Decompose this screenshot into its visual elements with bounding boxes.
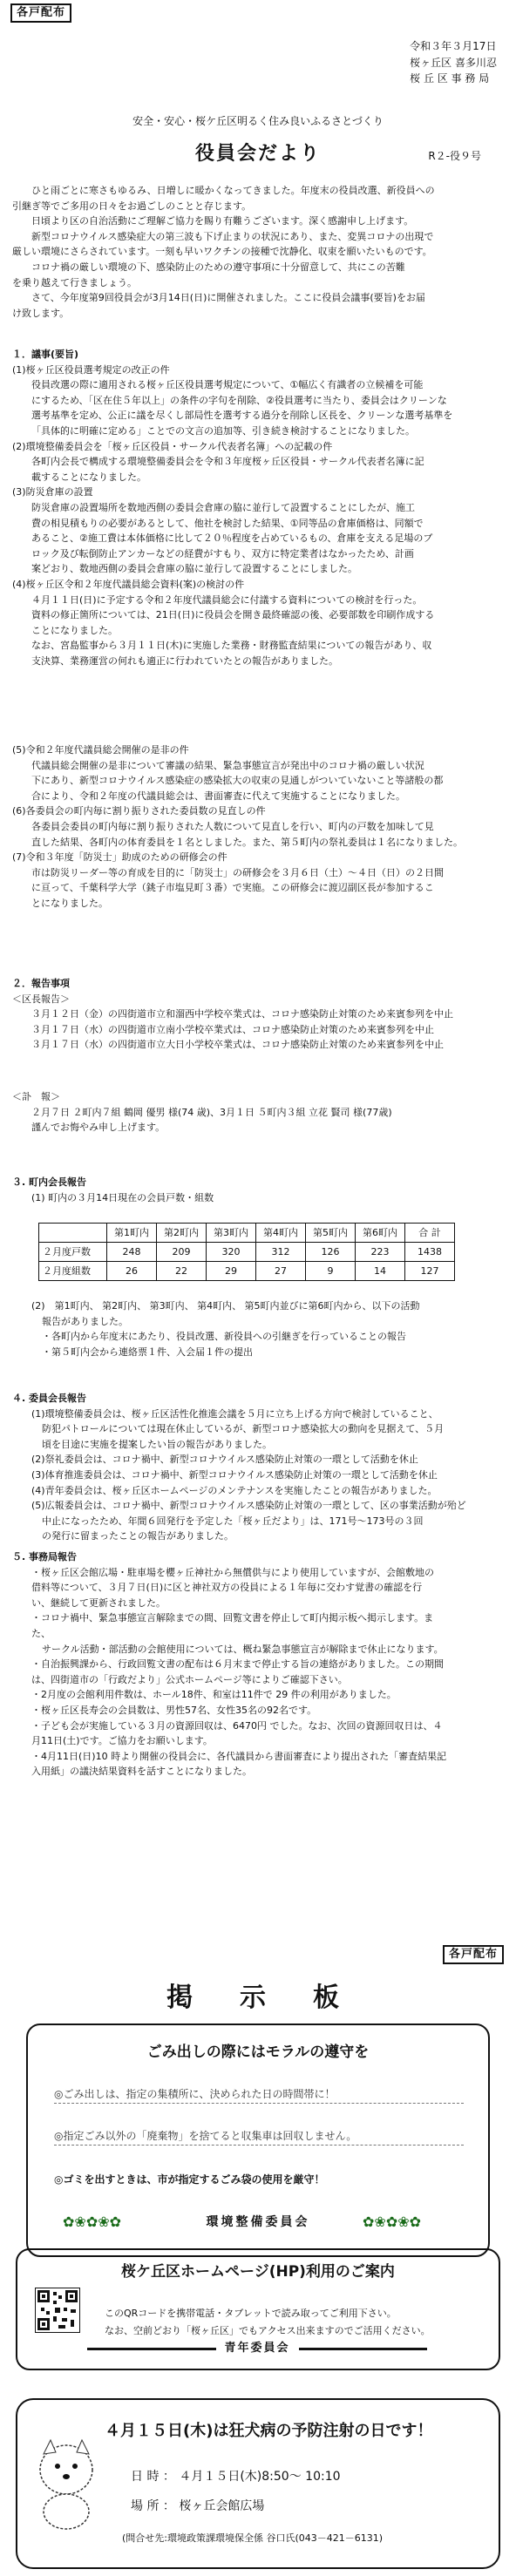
- table-header-cell: 第5町内: [306, 1224, 356, 1243]
- page-title: 役員会だより: [194, 143, 321, 165]
- card-line: なお、空前どおり「桜ヶ丘区」でもアクセス出来ますのでご活用ください。: [105, 2325, 431, 2336]
- section-obituary: [12, 1089, 506, 1135]
- agenda-body: 費の相見積もりの必要があるとして、他社を検討した結果、①同等品の倉庫価格は、同額で: [31, 517, 424, 529]
- report-line: 入用紙」の議決結果資料を話すことになりました。: [31, 1766, 252, 1778]
- agenda-body: 市は防災リーダー等の育成を目的に「防災士」の研修会を３月６日（土）～４日（日）の２日間: [31, 866, 444, 878]
- table-cell: 22: [157, 1262, 207, 1281]
- report-line: (3)体育推進委員会は、コロナ禍中、新型コロナウイルス感染防止対策の一環として活動を休止: [31, 1468, 438, 1481]
- section-agenda-cont: [12, 742, 506, 912]
- table-row: [39, 1243, 455, 1262]
- intro-line: ひと雨ごとに寒さもゆるみ、日増しに暖かくなってきました。年度末の役員改選、新役員への: [31, 185, 435, 196]
- table-header-cell: [39, 1224, 107, 1243]
- section-office-reports: [12, 1549, 506, 1779]
- report-line: ３月１２日（金）の四街道市立和溜西中学校卒業式は、コロナ感染防止対策のため来賓参列を中止: [31, 1008, 453, 1020]
- section-heading: １．議事(要旨): [12, 349, 79, 360]
- report-line: ・桜ヶ丘区会館広場・駐車場を櫻ヶ丘神社から無償供与により使用していますが、会館敷地の: [31, 1566, 434, 1578]
- agenda-body: ロック及び転倒防止アンカーなどの経費がすもり、双方に特定業者はなかったため、計画: [31, 547, 414, 559]
- report-line: 中止になったため、年間６回発行を予定した「桜ヶ丘だより」は、171号～173号の３回: [42, 1515, 424, 1527]
- divider: [87, 2348, 216, 2350]
- agenda-body: 下にあり、新型コロナウイルス感染症の感染拡大の収束の見通しがついていないこと等諸般の都: [31, 775, 444, 787]
- report-line: た、: [31, 1627, 51, 1639]
- card-footer: 青年委員会: [224, 2341, 290, 2355]
- section-reports: [12, 976, 506, 1053]
- report-line: の発行に留まったことの報告がありました。: [42, 1530, 234, 1542]
- intro-line: 引継ぎ等でご多用の日々をお過ごしのことと存じます。: [12, 200, 252, 212]
- intro-line: け致します。: [12, 307, 70, 319]
- agenda-title: (1)桜ヶ丘区役員選考規定の改正の件: [12, 363, 170, 376]
- issuer-office: 桜 丘 区 事 務 局: [410, 72, 490, 85]
- agenda-body: 防災倉庫の設置場所を数地西側の委員会倉庫の脇に並行して設置することにしたが、施工: [31, 501, 415, 513]
- event-place: 場 所 ： 桜ヶ丘会館広場: [131, 2499, 265, 2513]
- intro-line: を乗り越えて行きましょう。: [12, 276, 137, 288]
- section-heading: ３. 町内会長報告: [12, 1176, 87, 1188]
- notice-line: ◎指定ごみ以外の「廃棄物」を捨てると収集車は回収しません。: [54, 2128, 464, 2146]
- intro-line: 新型コロナウイルス感染症大の第三波も下げ止まりの状況にあり、また、変異コロナの出現で: [31, 230, 434, 242]
- card-line: このQRコードを携帯電話・タブレットで読み取ってご利用下さい。: [105, 2308, 397, 2319]
- table-caption: (1) 町内の３月14日現在の会員戸数・組数: [31, 1191, 214, 1203]
- report-line: ・各町内から年度末にあたり、役員改選、新役員への引継ぎを行っていることの報告: [42, 1331, 406, 1343]
- report-line: ・コロナ禍中、緊急事態宣言解除までの間、回覧文書を停止して町内掲示板へ掲示します。ま: [31, 1612, 434, 1624]
- flower-decoration-icon: ✿❀✿❀✿: [363, 2213, 422, 2230]
- intro-line: さて、今年度第9回役員会が3月14日(日)に開催されました。ここに役員会議事(要旨)をお届: [31, 292, 425, 304]
- intro-text: [12, 183, 506, 321]
- report-line: ３月１７日（水）の四街道市立南小学校卒業式は、コロナ感染防止対策のため来賓参列を中止: [31, 1023, 434, 1035]
- table-cell: 126: [306, 1243, 356, 1262]
- notice-line: ◎ゴミを出すときは、市が指定するごみ袋の使用を厳守！: [54, 2173, 325, 2186]
- card-title: 桜ケ丘区ホームページ(HP)利用のご案内: [121, 2263, 395, 2281]
- agenda-body: 選考基準を定め、公正に議を尽くし部局性を選考する過分を削除し区長を、クリーンな選考基準を: [31, 410, 453, 422]
- section-town-reports: [12, 1175, 506, 1205]
- agenda-title: (2)環境整備委員会を「桜ヶ丘区役員・サークル代表者名簿」への記載の件: [12, 440, 333, 452]
- table-cell: 27: [256, 1262, 306, 1281]
- table-header-cell: 第3町内: [207, 1224, 256, 1243]
- distribution-stamp-bottom: 各戸配布: [443, 1945, 504, 1964]
- notice-line: ◎ごみ出しは、指定の集積所に、決められた日の時間帯に！: [54, 2086, 464, 2104]
- agenda-body: に亘って、千葉科学大学（銚子市塩見町３番）で実施。この研修会に渡辺副区長が参加するこ: [31, 882, 434, 894]
- agenda-title: (4)桜ヶ丘区令和２年度代議員総会資料(案)の検討の件: [12, 578, 245, 590]
- youth-committee-band: [87, 2338, 427, 2359]
- report-line: (2)祭礼委員会は、コロナ禍中、新型コロナウイルス感染防止対策の一環として活動を休止: [31, 1454, 418, 1466]
- agenda-body: なお、宮島監事から３月１１日(木)に実施した業務・財務監査結果についての報告があり、収: [31, 640, 432, 652]
- section-heading: ２．報告事項: [12, 978, 70, 989]
- table-header-row: [39, 1224, 455, 1243]
- report-line: 頃を目途に実施を提案したい旨の報告がありました。: [42, 1438, 272, 1450]
- table-cell: 248: [107, 1243, 157, 1262]
- rabies-notice-card: [16, 2398, 500, 2569]
- report-line: ３月１７日（水）の四街道市立大日小学校卒業式は、コロナ感染防止対策のため来賓参列を中止: [31, 1039, 444, 1051]
- agenda-title: (6)各委員会の町内毎に割り振りされた委員数の見直しの件: [12, 805, 266, 817]
- table-cell: 320: [207, 1243, 256, 1262]
- report-subheading: ＜区長報告＞: [12, 993, 70, 1005]
- agenda-body: 案どおり、数地西側の委員会倉庫の脇に並行して設置することにしました。: [31, 563, 357, 575]
- report-line: ・自治振興課から、行政回覧文書の配布は６月末まで停止する旨の連絡がありました。この期間: [31, 1658, 444, 1671]
- qr-code-icon[interactable]: [35, 2288, 80, 2333]
- report-line: は、四街道市の「行政だより」公式ホームページ等によりご確認下さい。: [31, 1673, 348, 1685]
- intro-line: 厳しい環境にさらされています。一刻も早いワクチンの接種で沈静化、収束を願いたいものです。: [12, 246, 432, 258]
- table-row: [39, 1262, 455, 1281]
- section-agenda: [12, 347, 506, 668]
- agenda-body: 支決算、業務運営の何れも適正に行われていたとの報告がありました。: [31, 654, 338, 667]
- table-header-cell: 第2町内: [157, 1224, 207, 1243]
- table-cell: 14: [356, 1262, 405, 1281]
- issuer-block: [410, 38, 497, 87]
- card-title: ４月１５日(木)は狂犬病の予防注射の日です！: [105, 2422, 433, 2440]
- flower-decoration-icon: ✿❀✿❀✿: [63, 2213, 122, 2230]
- card-title: ごみ出しの際にはモラルの遵守を: [146, 2044, 370, 2061]
- section-committee-reports: [12, 1391, 506, 1544]
- table-cell: 26: [107, 1262, 157, 1281]
- issue-number: R２-役９号: [428, 150, 481, 162]
- report-line: (1)環境整備委員会は、桜ヶ丘区活性化推進会議を５月に立ち上げる方向で検討していること、: [31, 1407, 438, 1420]
- table-header-cell: 第4町内: [256, 1224, 306, 1243]
- issuer-name: 桜ヶ丘区 喜多川忍: [410, 56, 497, 69]
- issue-date: 令和３年３月17日: [410, 40, 497, 52]
- distribution-stamp: 各戸配布: [10, 3, 71, 23]
- report-line: ・4月11日(日)10 時より開催の役員会に、各代議員から書面審査により提出された「審査結果記: [31, 1750, 447, 1762]
- intro-line: コロナ禍の厳しい環境の下、感染防止のための遵守事項に十分留意して、共にこの苦難: [31, 261, 405, 273]
- intro-line: 日頃より区の自治活動にご理解ご協力を賜り有難うございます。深く感謝申し上げます。: [31, 215, 414, 227]
- table-cell: 9: [306, 1262, 356, 1281]
- report-line: 防犯パトロールについては現在休止しているが、新型コロナ感染拡大の動向を見据えて、５月: [42, 1423, 445, 1435]
- report-line: ・2月度の会館利用件数は、ホール18件、和室は11件で 29 件の利用がありました。: [31, 1689, 397, 1701]
- agenda-title: (7)令和３年度「防災士」助成のための研修会の件: [12, 851, 227, 864]
- town-activity: [12, 1298, 506, 1359]
- section-heading: ４. 委員会長報告: [12, 1393, 87, 1404]
- agenda-body: 合により、令和２年度の代議員総会は、書面審査に代えて実施することになりました。: [31, 790, 405, 802]
- contact-info: (問合せ先:環境政策課環境保全係 谷口氏(043－421－6131): [122, 2532, 384, 2544]
- report-line: ２月７日 ２町内７組 鶴岡 優男 様(74 歳)、3月１日 ５町内３組 立花 賢司 様(77歳): [31, 1106, 392, 1118]
- report-line: 月11日(土)です。ご協力をお願いします。: [31, 1735, 213, 1747]
- dog-icon: [31, 2435, 101, 2535]
- table-cell: 1438: [405, 1243, 455, 1262]
- report-line: 謹んでお悔やみ申し上げます。: [31, 1122, 166, 1134]
- household-table: [38, 1223, 455, 1281]
- agenda-body: 資料の修正箇所については、21日(日)に役員会を開き最終確認の後、必要部数を印刷作成する: [31, 609, 435, 621]
- report-line: (4)青年委員会は、桜ヶ丘区ホームページのメンテナンスを実施したことの報告がありました。: [31, 1484, 438, 1496]
- table-cell: 127: [405, 1262, 455, 1281]
- garbage-notice-card: [26, 2024, 490, 2257]
- agenda-body: 各町内会長で構成する環境整備委員会を令和３年度桜ヶ丘区役員・サークル代表者名簿に記: [31, 456, 424, 468]
- table-header-cell: 第6町内: [356, 1224, 405, 1243]
- table-header-cell: 合 計: [405, 1224, 455, 1243]
- report-line: (5)広報委員会は、コロナ禍中、新型コロナウイルス感染防止対策の一環として、区の事業活動が殆ど: [31, 1500, 466, 1512]
- slogan: 安全・安心・桜ケ丘区明るく住み良いふるさとづくり: [132, 115, 384, 127]
- report-line: い、継続して更新されました。: [31, 1596, 166, 1609]
- agenda-title: (5)令和２年度代議員総会開催の是非の件: [12, 744, 189, 756]
- agenda-body: 載することになりました。: [31, 471, 146, 483]
- card-footer: 環境整備委員会: [206, 2215, 310, 2229]
- report-line: サークル活動・部活動の会館使用については、概ね緊急事態宣言が解除まで休止になります。: [42, 1643, 444, 1655]
- report-line: ・桜ヶ丘区長寿会の会員数は、男性57名、女性35名の92名です。: [31, 1704, 317, 1716]
- report-line: 借料等について、３月７日(日)に区と神社双方の役員による１年毎に交わす覚書の確認を行: [31, 1582, 423, 1594]
- section-heading: ５. 事務局報告: [12, 1551, 78, 1563]
- table-cell: 312: [256, 1243, 306, 1262]
- table-cell: 209: [157, 1243, 207, 1262]
- agenda-body: ４月１１日(日)に予定する令和２年度代議員総会に付議する資料についての検討を行った。: [31, 593, 423, 606]
- report-line: (2) 第1町内、 第2町内、 第3町内、 第4町内、 第5町内並びに第6町内から、以下の活動: [31, 1300, 420, 1312]
- table-cell: 29: [207, 1262, 256, 1281]
- agenda-body: あること、②施工費は本体価格に比して２０％程度を占めているもの、倉庫を支える足場のブ: [31, 532, 433, 545]
- agenda-title: (3)防災倉庫の設置: [12, 486, 93, 498]
- agenda-body: にするため、「区在住５年以上」の条件の字句を削除、②役員選考に当たり、委員会はクリーンな: [31, 394, 447, 406]
- report-line: 報告がありました。: [42, 1315, 128, 1327]
- agenda-body: とになりました。: [31, 897, 108, 909]
- agenda-body: 各委員会委員の町内毎に割り振りされた人数について見直しを行い、町内の戸数を加味して見: [31, 820, 434, 832]
- agenda-body: 直した結果、各町内の体育委員を１名としました。また、第５町内の祭礼委員は１名になりました。: [31, 836, 463, 848]
- event-time: 日 時 ： ４月１５日(木)8:50～ 10:10: [131, 2470, 341, 2484]
- agenda-body: 役員改選の際に適用される桜ヶ丘区役員選考規定について、①幅広く有識者の立候補を可能: [31, 379, 424, 391]
- bulletin-board-title: 掲 示 板: [166, 1983, 350, 2013]
- table-cell: ２月度戸数: [39, 1243, 107, 1262]
- divider: [299, 2348, 428, 2350]
- agenda-body: ことになりました。: [31, 624, 118, 636]
- agenda-body: 「具体的に明確に定める」ことでの文言の追加等、引き続き検討することになりました。: [31, 424, 415, 437]
- report-subheading: ＜訃 報＞: [12, 1091, 60, 1102]
- table-header-cell: 第1町内: [107, 1224, 157, 1243]
- agenda-body: 代議員総会開催の是非について審議の結果、緊急事態宣言が発出中のコロナ禍の厳しい状況: [31, 759, 424, 771]
- table-cell: 223: [356, 1243, 405, 1262]
- table-cell: ２月度組数: [39, 1262, 107, 1281]
- report-line: ・第５町内会から連絡票１件、入会届１件の提出: [42, 1346, 253, 1358]
- report-line: ・子ども会が実施している３月の資源回収は、6470円 でした。なお、次回の資源回収日は、４: [31, 1719, 443, 1732]
